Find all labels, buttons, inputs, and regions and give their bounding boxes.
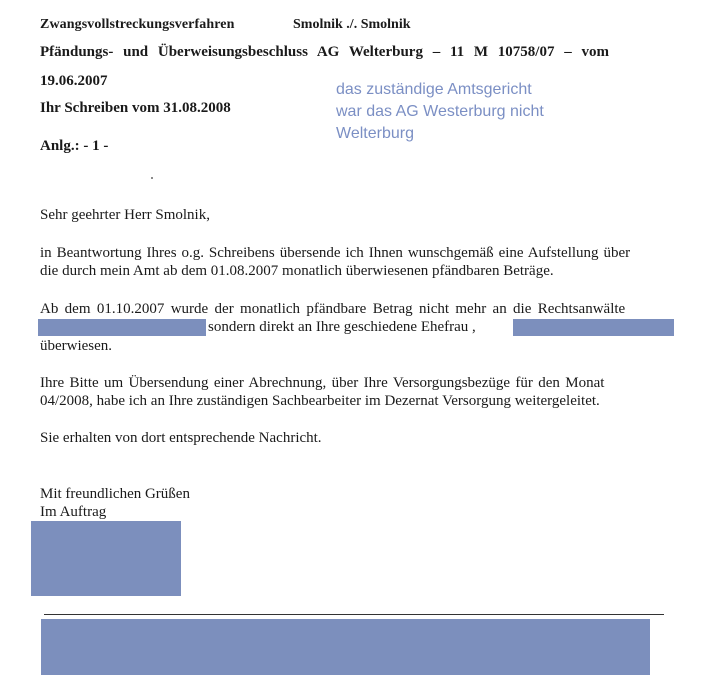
case-date: 19.06.2007 bbox=[40, 73, 108, 89]
paragraph-2-line-2: sondern direkt an Ihre geschiedene Ehefrau , bbox=[208, 319, 476, 335]
redacted-signature bbox=[31, 521, 181, 596]
closing-greeting: Mit freundlichen Grüßen bbox=[40, 486, 190, 502]
redacted-name bbox=[513, 319, 674, 336]
speck bbox=[151, 177, 153, 179]
case-type: Zwangsvollstreckungsverfahren bbox=[40, 17, 235, 32]
annotation-line: Welterburg bbox=[336, 125, 414, 142]
redacted-footer bbox=[41, 619, 650, 675]
closing-on-behalf: Im Auftrag bbox=[40, 504, 107, 520]
attachments: Anlg.: - 1 - bbox=[40, 138, 109, 154]
redacted-lawyers bbox=[38, 319, 206, 336]
paragraph-1-line-2: die durch mein Amt ab dem 01.08.2007 monatlich überwiesenen pfändbaren Beträge. bbox=[40, 263, 554, 279]
annotation-line: das zuständige Amtsgericht bbox=[336, 81, 532, 98]
your-letter-date: Ihr Schreiben vom 31.08.2008 bbox=[40, 100, 231, 116]
paragraph-3-line-1: Ihre Bitte um Übersendung einer Abrechnung, über Ihre Versorgungsbezüge für den Monat bbox=[40, 375, 605, 391]
case-reference: Pfändungs- und Überweisungsbeschluss AG Welterburg – 11 M 10758/07 – vom bbox=[40, 44, 609, 60]
salutation: Sehr geehrter Herr Smolnik, bbox=[40, 207, 210, 223]
paragraph-1-line-1: in Beantwortung Ihres o.g. Schreibens übersende ich Ihnen wunschgemäß eine Aufstellung über bbox=[40, 245, 631, 261]
case-parties: Smolnik ./. Smolnik bbox=[293, 17, 411, 32]
paragraph-4: Sie erhalten von dort entsprechende Nachricht. bbox=[40, 430, 322, 446]
paragraph-3-line-2: 04/2008, habe ich an Ihre zuständigen Sachbearbeiter im Dezernat Versorgung weitergeleitet. bbox=[40, 393, 600, 409]
paragraph-2-line-3: überwiesen. bbox=[40, 338, 113, 354]
annotation-line: war das AG Westerburg nicht bbox=[336, 103, 544, 120]
annotation-note bbox=[336, 79, 544, 145]
paragraph-2-line-1: Ab dem 01.10.2007 wurde der monatlich pfändbare Betrag nicht mehr an die Rechtsanwälte bbox=[40, 301, 626, 317]
footer-divider bbox=[44, 614, 664, 615]
